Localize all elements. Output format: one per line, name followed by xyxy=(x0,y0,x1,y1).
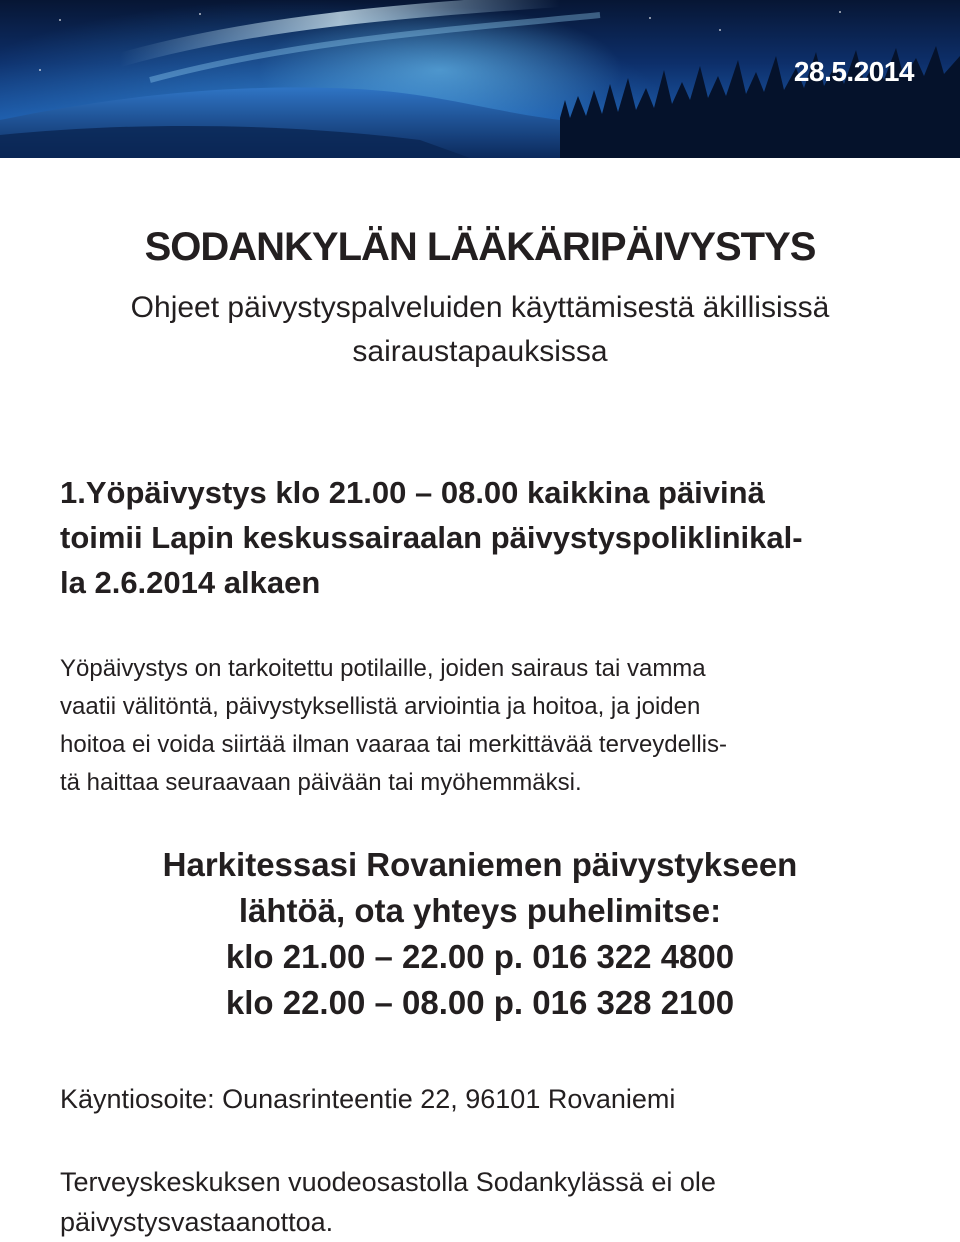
page-title: SODANKYLÄN LÄÄKÄRIPÄIVYSTYS xyxy=(144,225,816,269)
ward-note xyxy=(60,1162,716,1242)
body-line: Yöpäivystys on tarkoitettu potilaille, joiden sairaus tai vamma xyxy=(60,655,706,682)
heading-line: la 2.6.2014 alkaen xyxy=(60,565,321,600)
subtitle-line: Ohjeet päivystyspalveluiden käyttämisestä äkillisissä xyxy=(130,291,830,324)
body-line: vaatii välitöntä, päivystyksellistä arviointia ja hoitoa, ja joiden xyxy=(60,693,701,720)
document-date: 28.5.2014 xyxy=(793,56,914,87)
contact-info xyxy=(0,842,960,1026)
heading-line: 1.Yöpäivystys klo 21.00 – 08.00 kaikkina päivinä xyxy=(60,475,765,510)
heading-line: toimii Lapin keskussairaalan päivystyspoliklinikal- xyxy=(60,520,803,555)
subtitle-line: sairaustapauksissa xyxy=(352,335,608,368)
body-line: tä haittaa seuraavaan päivään tai myöhemmäksi. xyxy=(60,769,582,796)
phone-line: klo 22.00 – 08.00 p. 016 328 2100 xyxy=(225,984,735,1021)
contact-line: lähtöä, ota yhteys puhelimitse: xyxy=(238,892,722,929)
contact-line: Harkitessasi Rovaniemen päivystykseen xyxy=(162,846,798,883)
body-line: hoitoa ei voida siirtää ilman vaaraa tai merkittävää terveydellis- xyxy=(60,731,727,758)
phone-line: klo 21.00 – 22.00 p. 016 322 4800 xyxy=(225,938,735,975)
visiting-address: Käyntiosoite: Ounasrinteentie 22, 96101 Rovaniemi xyxy=(60,1084,676,1114)
section-heading xyxy=(60,470,920,605)
page-subtitle xyxy=(40,286,920,374)
northern-lights-banner xyxy=(0,0,960,158)
section-body xyxy=(60,650,920,802)
note-line: Terveyskeskuksen vuodeosastolla Sodankylässä ei ole xyxy=(60,1167,716,1197)
note-line: päivystysvastaanottoa. xyxy=(60,1207,334,1237)
